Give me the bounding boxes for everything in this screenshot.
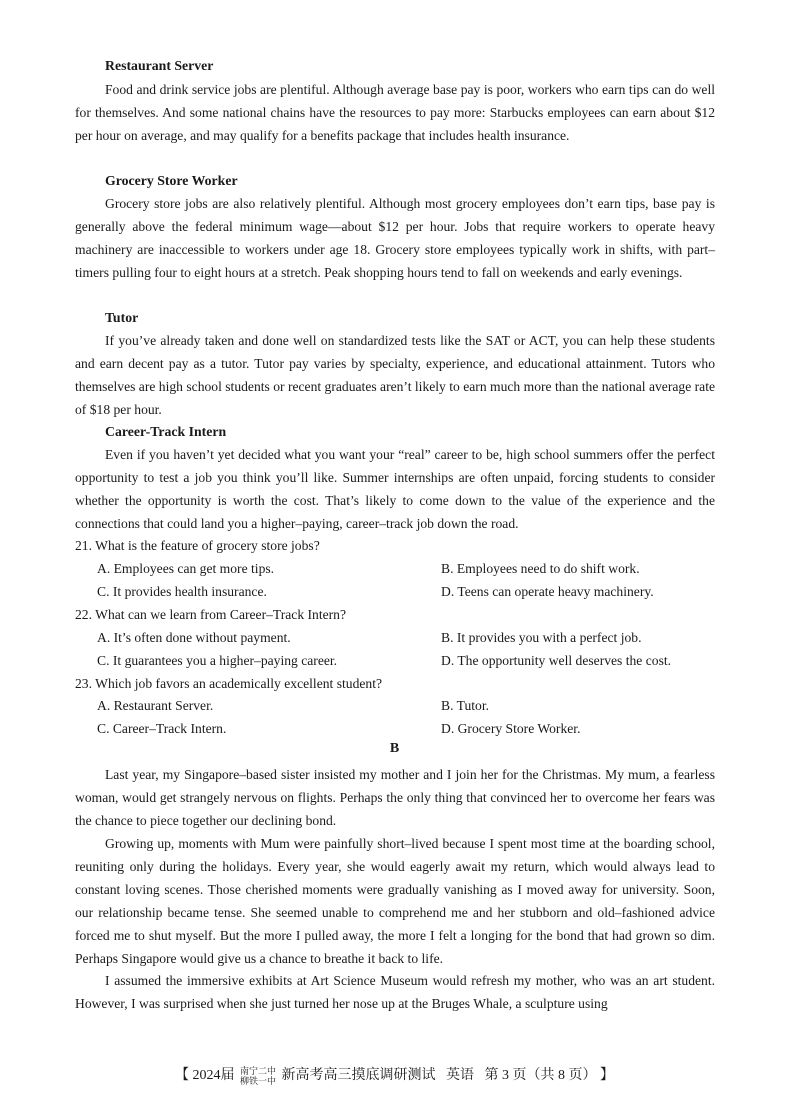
q23-option-a: A. Restaurant Server. [97, 698, 214, 713]
passage-b-paragraph-1 [75, 764, 715, 833]
q21-option-a: A. Employees can get more tips. [97, 561, 275, 576]
heading-restaurant-server: Restaurant Server [105, 58, 214, 73]
q21-option-c: C. It provides health insurance. [97, 584, 267, 599]
question-22: 22. What can we learn from Career–Track Intern? [75, 607, 347, 622]
q22-option-b: B. It provides you with a perfect job. [441, 630, 642, 645]
q22-option-d: D. The opportunity well deserves the cost. [441, 653, 672, 668]
q23-option-b: B. Tutor. [441, 698, 489, 713]
passage-b-paragraph-3 [75, 970, 715, 1016]
footer-school-top: 南宁二中 [239, 1065, 276, 1076]
heading-career-track-intern: Career-Track Intern [105, 424, 227, 439]
footer-bracket-open: 【 [174, 1068, 189, 1083]
question-23: 23. Which job favors an academically excellent student? [75, 676, 383, 691]
paragraph-text: Growing up, moments with Mum were painfully short–lived because I spent most time at the boarding school, reuniting only during the holidays. Every year, she would eagerly await my return, which would always lead to constant loving scenes. Those cherished moments were gradually vanishing as I moved away for university. Soon, our relationship became tense. She seemed unable to comprehend me and her stubborn and old–fashioned advice forced me to shut myself. But the more I pulled away, the more I felt a longing for the bond that had grown so dim. Perhaps Singapore would give us a chance to breathe it back to life. [75, 836, 715, 966]
paragraph-tutor [75, 330, 715, 422]
paragraph-text: Last year, my Singapore–based sister insisted my mother and I join her for the Christmas. My mum, a fearless woman, would get strangely nervous on flights. Perhaps the only thing that convinced her to overcome her fears was the chance to piece together our declining bond. [75, 767, 715, 828]
q21-option-b: B. Employees need to do shift work. [441, 561, 640, 576]
footer-school-bottom: 柳铁一中 [239, 1075, 276, 1086]
q22-option-a: A. It’s often done without payment. [97, 630, 291, 645]
page-footer [0, 1064, 789, 1086]
footer-bracket-close: 】 [600, 1068, 614, 1083]
footer-subject: 英语 [446, 1068, 474, 1083]
q23-option-d: D. Grocery Store Worker. [441, 721, 581, 736]
section-label-b: B [389, 741, 400, 756]
footer-exam-name: 新高考高三摸底调研测试 [281, 1068, 436, 1083]
paragraph-text: Grocery store jobs are also relatively plentiful. Although most grocery employees don’t earn tips, base pay is generally above the federal minimum wage—about $12 per hour. Jobs that require workers to operate heavy machinery are inaccessible to workers under age 18. Grocery store employees typically work in shifts, with part–timers pulling four to eight hours at a stretch. Peak shopping hours tend to fall on weekends and early evenings. [75, 196, 715, 280]
q21-option-d: D. Teens can operate heavy machinery. [441, 584, 654, 599]
q23-option-c: C. Career–Track Intern. [97, 721, 227, 736]
footer-page-number: 第 3 页（共 8 页） [484, 1068, 597, 1083]
heading-grocery-store-worker: Grocery Store Worker [105, 173, 238, 188]
q22-option-c: C. It guarantees you a higher–paying career. [97, 653, 338, 668]
paragraph-text: Even if you haven’t yet decided what you want your “real” career to be, high school summers offer the perfect opportunity to test a job you think you’ll like. Summer internships are often unpaid, forcing students to consider whether the opportunity is worth the cost. That’s likely to come down to the value of the experience and the connections that could land you a higher–paying, career–track job down the road. [75, 447, 715, 531]
paragraph-text: If you’ve already taken and done well on standardized tests like the SAT or ACT, you can help these students and earn decent pay as a tutor. Tutor pay varies by specialty, experience, and educational attainment. Tutors who themselves are high school students or recent graduates aren’t likely to earn much more than the national average rate of $18 per hour. [75, 333, 715, 417]
paragraph-career-track-intern [75, 444, 715, 536]
footer-schools [240, 1066, 276, 1086]
heading-tutor: Tutor [105, 310, 139, 325]
paragraph-text: I assumed the immersive exhibits at Art Science Museum would refresh my mother, who was an art student. However, I was surprised when she just turned her nose up at the Bruges Whale, a sculpture using [75, 973, 715, 1011]
paragraph-restaurant-server [75, 79, 715, 148]
paragraph-text: Food and drink service jobs are plentiful. Although average base pay is poor, workers who earn tips can do well for themselves. And some national chains have the resources to pay more: Starbucks employees can earn about $12 per hour on average, and may qualify for a benefits package that includes health insurance. [75, 82, 715, 143]
passage-b-paragraph-2 [75, 833, 715, 970]
paragraph-grocery-store-worker [75, 193, 715, 285]
question-21: 21. What is the feature of grocery store jobs? [75, 538, 320, 553]
footer-year: 2024届 [192, 1068, 235, 1083]
